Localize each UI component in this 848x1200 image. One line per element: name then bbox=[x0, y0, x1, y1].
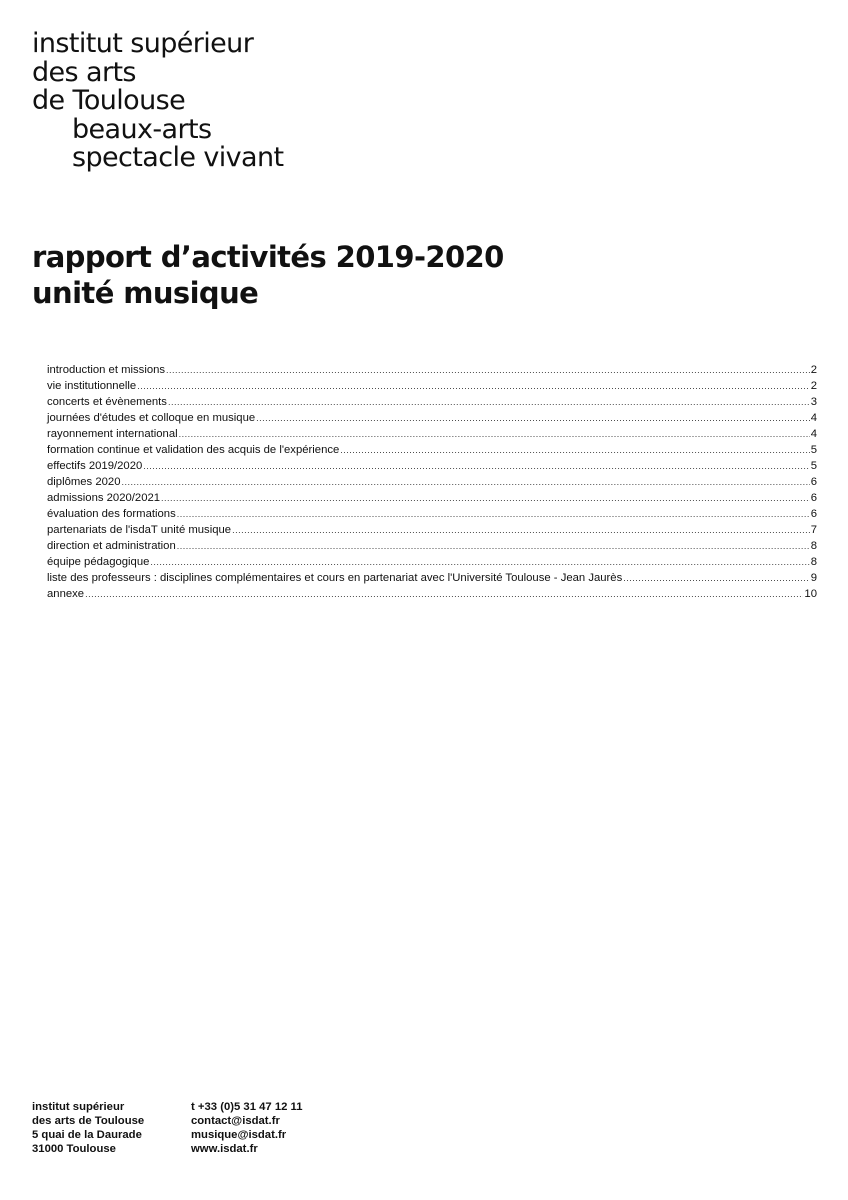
toc-entry bbox=[47, 538, 817, 554]
toc-leader-dots bbox=[150, 554, 809, 570]
footer-address-line: institut supérieur bbox=[32, 1101, 125, 1113]
toc-entry-page: 5 bbox=[810, 444, 817, 456]
footer-email-musique: musique@isdat.fr bbox=[191, 1129, 287, 1141]
toc-entry bbox=[47, 586, 817, 602]
toc-entry bbox=[47, 490, 817, 506]
toc-entry bbox=[47, 394, 817, 410]
report-title: rapport d’activités 2019-2020 bbox=[32, 240, 504, 274]
toc-entry-page: 6 bbox=[810, 476, 817, 488]
toc-entry bbox=[47, 458, 817, 474]
toc-leader-dots bbox=[177, 506, 810, 522]
logo-line-3: de Toulouse bbox=[32, 85, 186, 116]
toc-entry-label: direction et administration bbox=[47, 540, 176, 552]
toc-entry-page: 10 bbox=[804, 588, 817, 600]
toc-entry-label: liste des professeurs : disciplines complémentaires et cours en partenariat avec l'Université Toulouse - Jean Jaurès bbox=[47, 572, 623, 584]
toc-entry-label: vie institutionnelle bbox=[47, 380, 137, 392]
toc-leader-dots bbox=[179, 426, 810, 442]
institution-logo bbox=[32, 30, 283, 173]
toc-entry bbox=[47, 442, 817, 458]
toc-entry bbox=[47, 410, 817, 426]
toc-entry-page: 2 bbox=[810, 380, 817, 392]
toc-entry bbox=[47, 378, 817, 394]
toc-leader-dots bbox=[256, 410, 810, 426]
toc-entry-label: formation continue et validation des acquis de l'expérience bbox=[47, 444, 340, 456]
toc-leader-dots bbox=[121, 474, 809, 490]
logo-line-2: des arts bbox=[32, 56, 136, 88]
toc-leader-dots bbox=[177, 538, 810, 554]
toc-entry bbox=[47, 474, 817, 490]
toc-entry-label: rayonnement international bbox=[47, 428, 178, 440]
toc-entry-page: 7 bbox=[810, 524, 817, 536]
footer-phone: t +33 (0)5 31 47 12 11 bbox=[191, 1101, 303, 1113]
footer-address bbox=[32, 1100, 144, 1156]
toc-entry-page: 4 bbox=[810, 428, 817, 440]
toc-leader-dots bbox=[232, 522, 810, 538]
report-heading bbox=[32, 239, 504, 311]
footer-address-line: des arts de Toulouse bbox=[32, 1115, 145, 1127]
footer-contact bbox=[191, 1100, 303, 1156]
toc-entry-label: annexe bbox=[47, 588, 85, 600]
toc-entry-label: admissions 2020/2021 bbox=[47, 492, 161, 504]
toc-entry-page: 2 bbox=[810, 364, 817, 376]
toc-entry-page: 3 bbox=[810, 396, 817, 408]
logo-line-spectacle-vivant: spectacle vivant bbox=[72, 142, 284, 173]
toc-entry bbox=[47, 426, 817, 442]
toc-leader-dots bbox=[168, 394, 810, 410]
toc-entry bbox=[47, 522, 817, 538]
toc-entry-label: introduction et missions bbox=[47, 364, 166, 376]
footer-address-line: 31000 Toulouse bbox=[32, 1143, 116, 1155]
table-of-contents bbox=[47, 362, 817, 602]
footer-website: www.isdat.fr bbox=[191, 1143, 258, 1155]
toc-leader-dots bbox=[137, 378, 810, 394]
toc-entry bbox=[47, 362, 817, 378]
toc-entry bbox=[47, 506, 817, 522]
toc-leader-dots bbox=[85, 586, 803, 602]
toc-entry-page: 6 bbox=[810, 508, 817, 520]
toc-leader-dots bbox=[143, 458, 809, 474]
toc-entry-label: évaluation des formations bbox=[47, 508, 176, 520]
toc-entry-page: 5 bbox=[810, 460, 817, 472]
footer-email-contact: contact@isdat.fr bbox=[191, 1115, 280, 1127]
toc-entry-label: diplômes 2020 bbox=[47, 476, 121, 488]
toc-leader-dots bbox=[161, 490, 810, 506]
toc-entry-page: 4 bbox=[810, 412, 817, 424]
report-subtitle: unité musique bbox=[32, 276, 259, 310]
toc-entry-page: 9 bbox=[810, 572, 817, 584]
toc-entry-page: 8 bbox=[810, 540, 817, 552]
logo-line-1: institut supérieur bbox=[32, 28, 254, 59]
toc-entry-label: équipe pédagogique bbox=[47, 556, 150, 568]
toc-entry-label: concerts et évènements bbox=[47, 396, 167, 408]
footer-address-line: 5 quai de la Daurade bbox=[32, 1129, 142, 1141]
toc-leader-dots bbox=[340, 442, 809, 458]
toc-entry-label: partenariats de l'isdaT unité musique bbox=[47, 524, 232, 536]
toc-entry bbox=[47, 570, 817, 586]
toc-entry-page: 8 bbox=[810, 556, 817, 568]
logo-line-beaux-arts: beaux-arts bbox=[72, 113, 212, 145]
toc-entry-page: 6 bbox=[810, 492, 817, 504]
toc-entry bbox=[47, 554, 817, 570]
toc-leader-dots bbox=[623, 570, 809, 586]
toc-entry-label: journées d'études et colloque en musique bbox=[47, 412, 256, 424]
toc-entry-label: effectifs 2019/2020 bbox=[47, 460, 143, 472]
toc-leader-dots bbox=[166, 362, 810, 378]
